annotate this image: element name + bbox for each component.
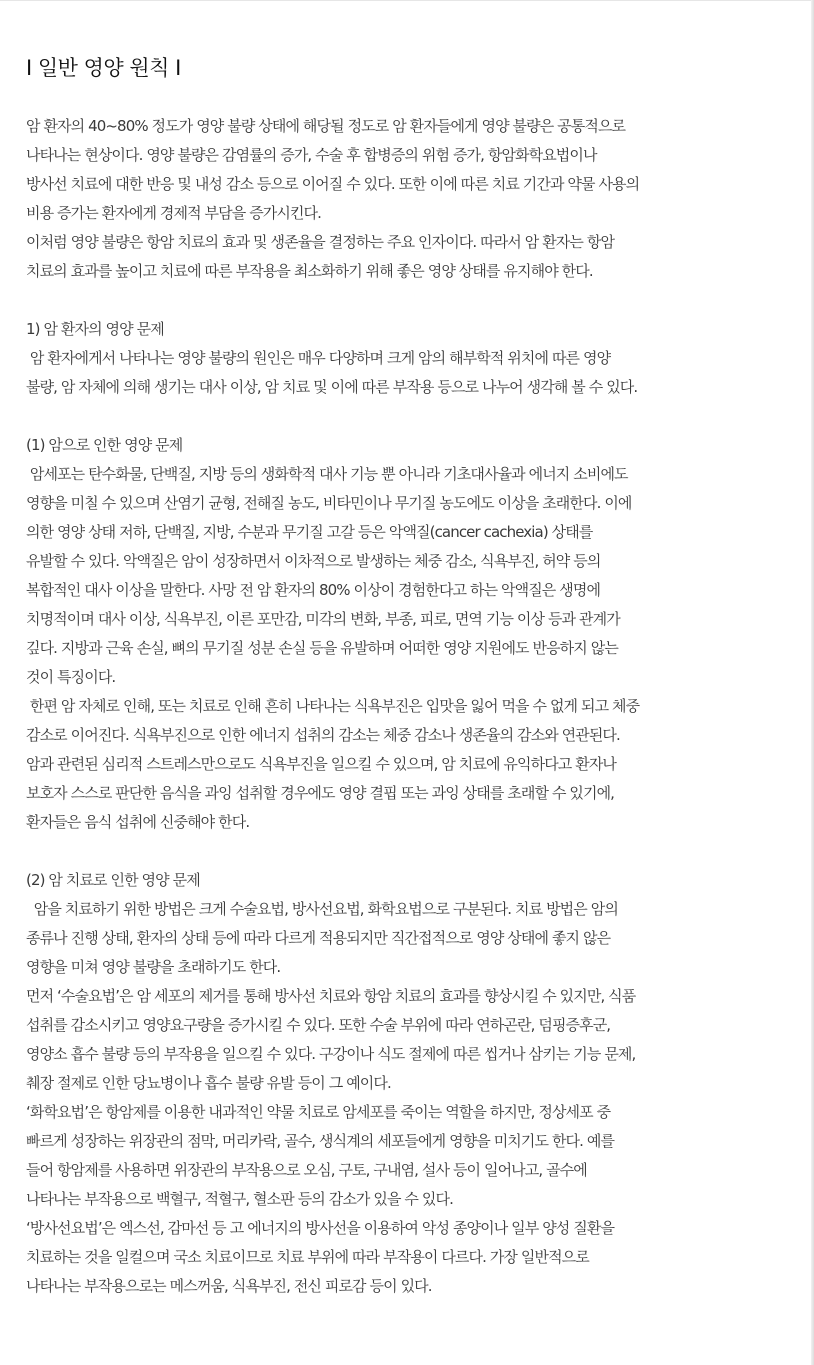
text-line: 영향을 미쳐 영양 불량을 초래하기도 한다. [26,958,281,976]
section-title: I 일반 영양 원칙 I [26,56,181,80]
document-body [26,52,786,1301]
blank-line [26,837,786,866]
text-line: (1) 암으로 인한 영양 문제 [26,436,183,454]
text-line: 복합적인 대사 이상을 말한다. 사망 전 암 환자의 80% 이상이 경험한다고 하는 악액질은 생명에 [26,581,601,599]
text-line: 환자들은 음식 섭취에 신중해야 한다. [26,813,250,831]
blank-line [26,402,786,431]
page-top-border [0,0,814,1]
text-line: 암을 치료하기 위한 방법은 크게 수술요법, 방사선요법, 화학요법으로 구분된다. 치료 방법은 암의 [26,900,618,918]
text-line: 한편 암 자체로 인해, 또는 치료로 인해 흔히 나타나는 식욕부진은 입맛을 잃어 먹을 수 없게 되고 체중 [26,697,640,715]
text-line: 종류나 진행 상태, 환자의 상태 등에 따라 다르게 적용되지만 직간접적으로 영양 상태에 좋지 않은 [26,929,611,947]
text-line: 감소로 이어진다. 식욕부진으로 인한 에너지 섭취의 감소는 체중 감소나 생존율의 감소와 연관된다. [26,726,620,744]
text-line: 췌장 절제로 인한 당뇨병이나 흡수 불량 유발 등이 그 예이다. [26,1074,391,1092]
text-line: 비용 증가는 환자에게 경제적 부담을 증가시킨다. [26,204,322,222]
text-line: 나타나는 부작용으로 백혈구, 적혈구, 혈소판 등의 감소가 있을 수 있다. [26,1190,453,1208]
text-line: 섭취를 감소시키고 영양요구량을 증가시킬 수 있다. 또한 수술 부위에 따라 연하곤란, 덤핑증후군, [26,1016,611,1034]
text-line: 암 환자의 40~80% 정도가 영양 불량 상태에 해당될 정도로 암 환자들에게 영양 불량은 공통적으로 [26,117,626,135]
text-line: 방사선 치료에 대한 반응 및 내성 감소 등으로 이어질 수 있다. 또한 이에 따른 치료 기간과 약물 사용의 [26,175,640,193]
text-line: 유발할 수 있다. 악액질은 암이 성장하면서 이차적으로 발생하는 체중 감소, 식욕부진, 허약 등의 [26,552,601,570]
text-line: 치명적이며 대사 이상, 식욕부진, 이른 포만감, 미각의 변화, 부종, 피로, 면역 기능 이상 등과 관계가 [26,610,620,628]
text-line: 치료의 효과를 높이고 치료에 따른 부작용을 최소화하기 위해 좋은 영양 상태를 유지해야 한다. [26,262,593,280]
text-line: 빠르게 성장하는 위장관의 점막, 머리카락, 골수, 생식계의 세포들에게 영향을 미치기도 한다. 예를 [26,1132,615,1150]
text-line: 불량, 암 자체에 의해 생기는 대사 이상, 암 치료 및 이에 따른 부작용 등으로 나누어 생각해 볼 수 있다. [26,378,638,396]
text-line: 먼저 ‘수술요법’은 암 세포의 제거를 통해 방사선 치료와 항암 치료의 효과를 향상시킬 수 있지만, 식품 [26,987,636,1005]
text-line: ‘화학요법’은 항암제를 이용한 내과적인 약물 치료로 암세포를 죽이는 역할을 하지만, 정상세포 중 [26,1103,611,1121]
blank-line [26,286,786,315]
text-line: 들어 항암제를 사용하면 위장관의 부작용으로 오심, 구토, 구내염, 설사 등이 일어나고, 골수에 [26,1161,587,1179]
text-line: 깊다. 지방과 근육 손실, 뼈의 무기질 성분 손실 등을 유발하며 어떠한 영양 지원에도 반응하지 않는 [26,639,618,657]
text-line: 것이 특징이다. [26,668,116,686]
text-line: 암세포는 탄수화물, 단백질, 지방 등의 생화학적 대사 기능 뿐 아니라 기초대사율과 에너지 소비에도 [26,465,628,483]
text-line: 영양소 흡수 불량 등의 부작용을 일으킬 수 있다. 구강이나 식도 절제에 따른 씹거나 삼키는 기능 문제, [26,1045,636,1063]
text-line: 나타나는 현상이다. 영양 불량은 감염률의 증가, 수술 후 합병증의 위험 증가, 항암화학요법이나 [26,146,597,164]
text-line: 영향을 미칠 수 있으며 산염기 균형, 전해질 농도, 비타민이나 무기질 농도에도 이상을 초래한다. 이에 [26,494,632,512]
text-line: (2) 암 치료로 인한 영양 문제 [26,871,200,889]
text-line: 보호자 스스로 판단한 음식을 과잉 섭취할 경우에도 영양 결핍 또는 과잉 상태를 초래할 수 있기에, [26,784,615,802]
body-text [26,112,786,1301]
text-line: ‘방사선요법’은 엑스선, 감마선 등 고 에너지의 방사선을 이용하여 악성 종양이나 일부 양성 질환을 [26,1219,615,1237]
text-line: 이처럼 영양 불량은 항암 치료의 효과 및 생존율을 결정하는 주요 인자이다. 따라서 암 환자는 항암 [26,233,615,251]
text-line: 나타나는 부작용으로는 메스꺼움, 식욕부진, 전신 피로감 등이 있다. [26,1277,432,1295]
text-line: 의한 영양 상태 저하, 단백질, 지방, 수분과 무기질 고갈 등은 악액질(cancer cachexia) 상태를 [26,523,593,541]
text-line: 1) 암 환자의 영양 문제 [26,320,164,338]
text-line: 암과 관련된 심리적 스트레스만으로도 식욕부진을 일으킬 수 있으며, 암 치료에 유익하다고 환자나 [26,755,617,773]
text-line: 치료하는 것을 일컬으며 국소 치료이므로 치료 부위에 따라 부작용이 다르다. 가장 일반적으로 [26,1248,589,1266]
text-line: 암 환자에게서 나타나는 영양 불량의 원인은 매우 다양하며 크게 암의 해부학적 위치에 따른 영양 [26,349,611,367]
